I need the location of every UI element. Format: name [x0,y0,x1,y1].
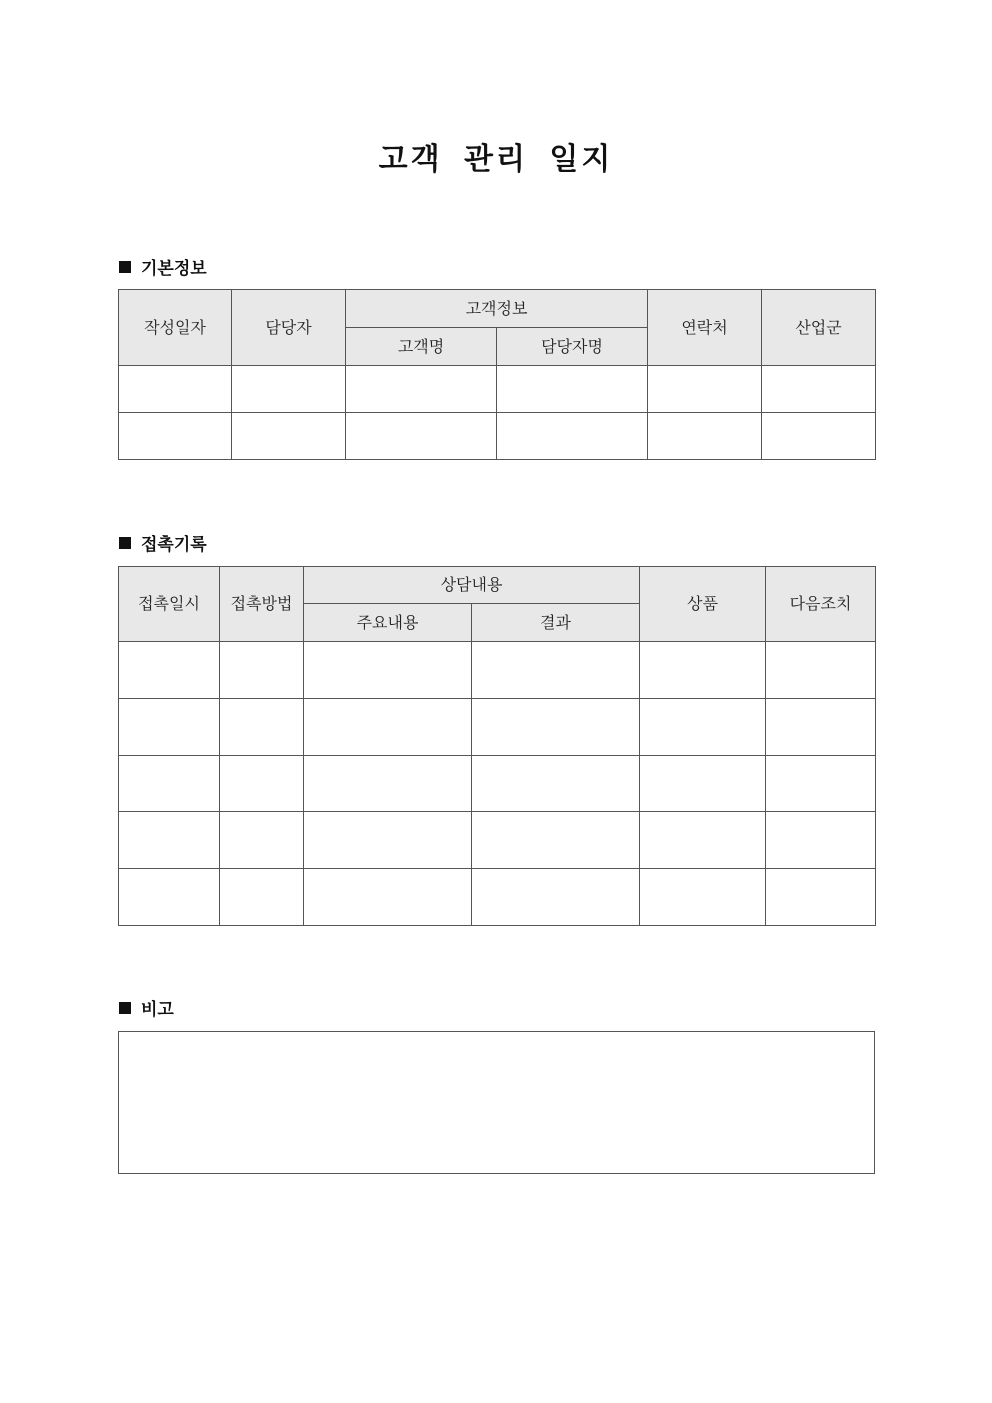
table-cell[interactable] [648,366,762,413]
header-customer-name: 고객명 [346,328,497,366]
table-cell[interactable] [766,699,876,756]
table-cell[interactable] [472,756,640,812]
table-cell[interactable] [640,642,766,699]
header-main-content: 주요내용 [304,604,472,642]
table-cell[interactable] [346,413,497,460]
table-cell[interactable] [648,413,762,460]
contact-log-heading-label: 접촉기록 [141,535,207,555]
table-cell[interactable] [119,366,232,413]
square-bullet-icon [119,537,131,549]
table-cell[interactable] [472,869,640,926]
table-cell[interactable] [220,756,304,812]
table-cell[interactable] [232,366,346,413]
table-cell[interactable] [304,869,472,926]
remarks-box[interactable] [118,1031,875,1174]
header-result: 결과 [472,604,640,642]
table-cell[interactable] [119,642,220,699]
table-row [119,413,876,460]
table-cell[interactable] [766,642,876,699]
header-contact-person: 담당자명 [497,328,648,366]
table-cell[interactable] [472,699,640,756]
table-cell[interactable] [119,413,232,460]
header-datetime: 접촉일시 [119,567,220,642]
contact-log-table [118,566,876,926]
table-cell[interactable] [640,699,766,756]
table-cell[interactable] [119,812,220,869]
table-cell[interactable] [119,699,220,756]
table-cell[interactable] [472,812,640,869]
table-cell[interactable] [346,366,497,413]
table-cell[interactable] [472,642,640,699]
table-cell[interactable] [766,812,876,869]
header-customer-info: 고객정보 [346,290,648,328]
table-cell[interactable] [220,699,304,756]
table-row [119,366,876,413]
table-cell[interactable] [640,812,766,869]
remarks-heading-label: 비고 [141,1000,174,1020]
table-cell[interactable] [304,699,472,756]
table-cell[interactable] [232,413,346,460]
table-cell[interactable] [762,413,876,460]
header-date: 작성일자 [119,290,232,366]
table-cell[interactable] [119,756,220,812]
header-manager: 담당자 [232,290,346,366]
table-cell[interactable] [766,756,876,812]
table-cell[interactable] [640,756,766,812]
page-title: 고객 관리 일지 [378,142,614,177]
table-cell[interactable] [220,642,304,699]
basic-info-heading-label: 기본정보 [141,259,207,279]
basic-info-table [118,289,876,460]
table-cell[interactable] [304,756,472,812]
header-consultation: 상담내용 [304,567,640,604]
table-cell[interactable] [640,869,766,926]
table-cell[interactable] [304,812,472,869]
table-row [119,869,876,926]
table-row [119,699,876,756]
table-cell[interactable] [220,812,304,869]
remarks-heading [119,995,174,1020]
header-phone: 연락처 [648,290,762,366]
table-cell[interactable] [220,869,304,926]
header-industry: 산업군 [762,290,876,366]
header-method: 접촉방법 [220,567,304,642]
contact-log-heading [119,530,207,555]
table-cell[interactable] [762,366,876,413]
header-next-action: 다음조치 [766,567,876,642]
table-cell[interactable] [119,869,220,926]
table-cell[interactable] [497,413,648,460]
square-bullet-icon [119,1002,131,1014]
square-bullet-icon [119,261,131,273]
table-cell[interactable] [304,642,472,699]
table-cell[interactable] [766,869,876,926]
table-row [119,642,876,699]
basic-info-heading [119,254,207,279]
header-product: 상품 [640,567,766,642]
table-row [119,756,876,812]
table-row [119,812,876,869]
table-cell[interactable] [497,366,648,413]
